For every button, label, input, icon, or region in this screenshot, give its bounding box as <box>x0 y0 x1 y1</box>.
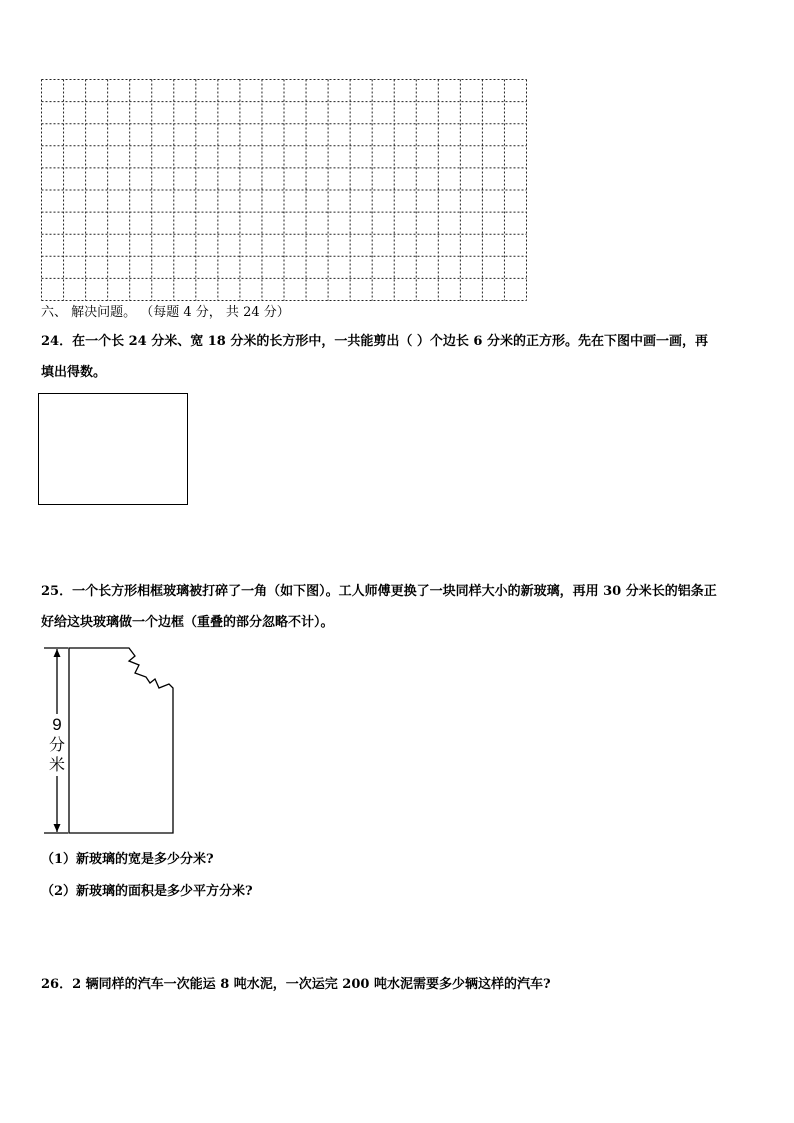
q24-drawing-rectangle <box>38 393 188 505</box>
dimension-unit-2: 米 <box>48 755 66 774</box>
q25-sub2: （2）新玻璃的面积是多少平方分米? <box>41 884 253 899</box>
dimension-value: 9 <box>52 715 62 734</box>
arrow-up-icon <box>54 649 61 657</box>
arrow-down-icon <box>54 824 61 832</box>
dashed-grid <box>41 79 527 301</box>
q25-line2: 好给这块玻璃做一个边框（重叠的部分忽略不计）。 <box>41 615 334 630</box>
broken-glass-figure <box>40 644 180 840</box>
q24-line1: 24．在一个长 24 分米、宽 18 分米的长方形中，一共能剪出（ ）个边长 6 分米的正方形。先在下图中画一画，再 <box>41 334 708 349</box>
section-6-title: 六、 解决问题。 （每题 4 分， 共 24 分） <box>41 305 290 320</box>
q24-line2: 填出得数。 <box>41 365 107 380</box>
q26-line1: 26．2 辆同样的汽车一次能运 8 吨水泥，一次运完 200 吨水泥需要多少辆这样的汽车? <box>41 977 551 992</box>
glass-outline <box>69 648 173 833</box>
dimension-unit-1: 分 <box>48 735 66 754</box>
q25-line1: 25．一个长方形相框玻璃被打碎了一角（如下图）。工人师傅更换了一块同样大小的新玻璃，再用 30 分米长的铝条正 <box>41 584 717 599</box>
q25-sub1: （1）新玻璃的宽是多少分米? <box>41 852 214 867</box>
